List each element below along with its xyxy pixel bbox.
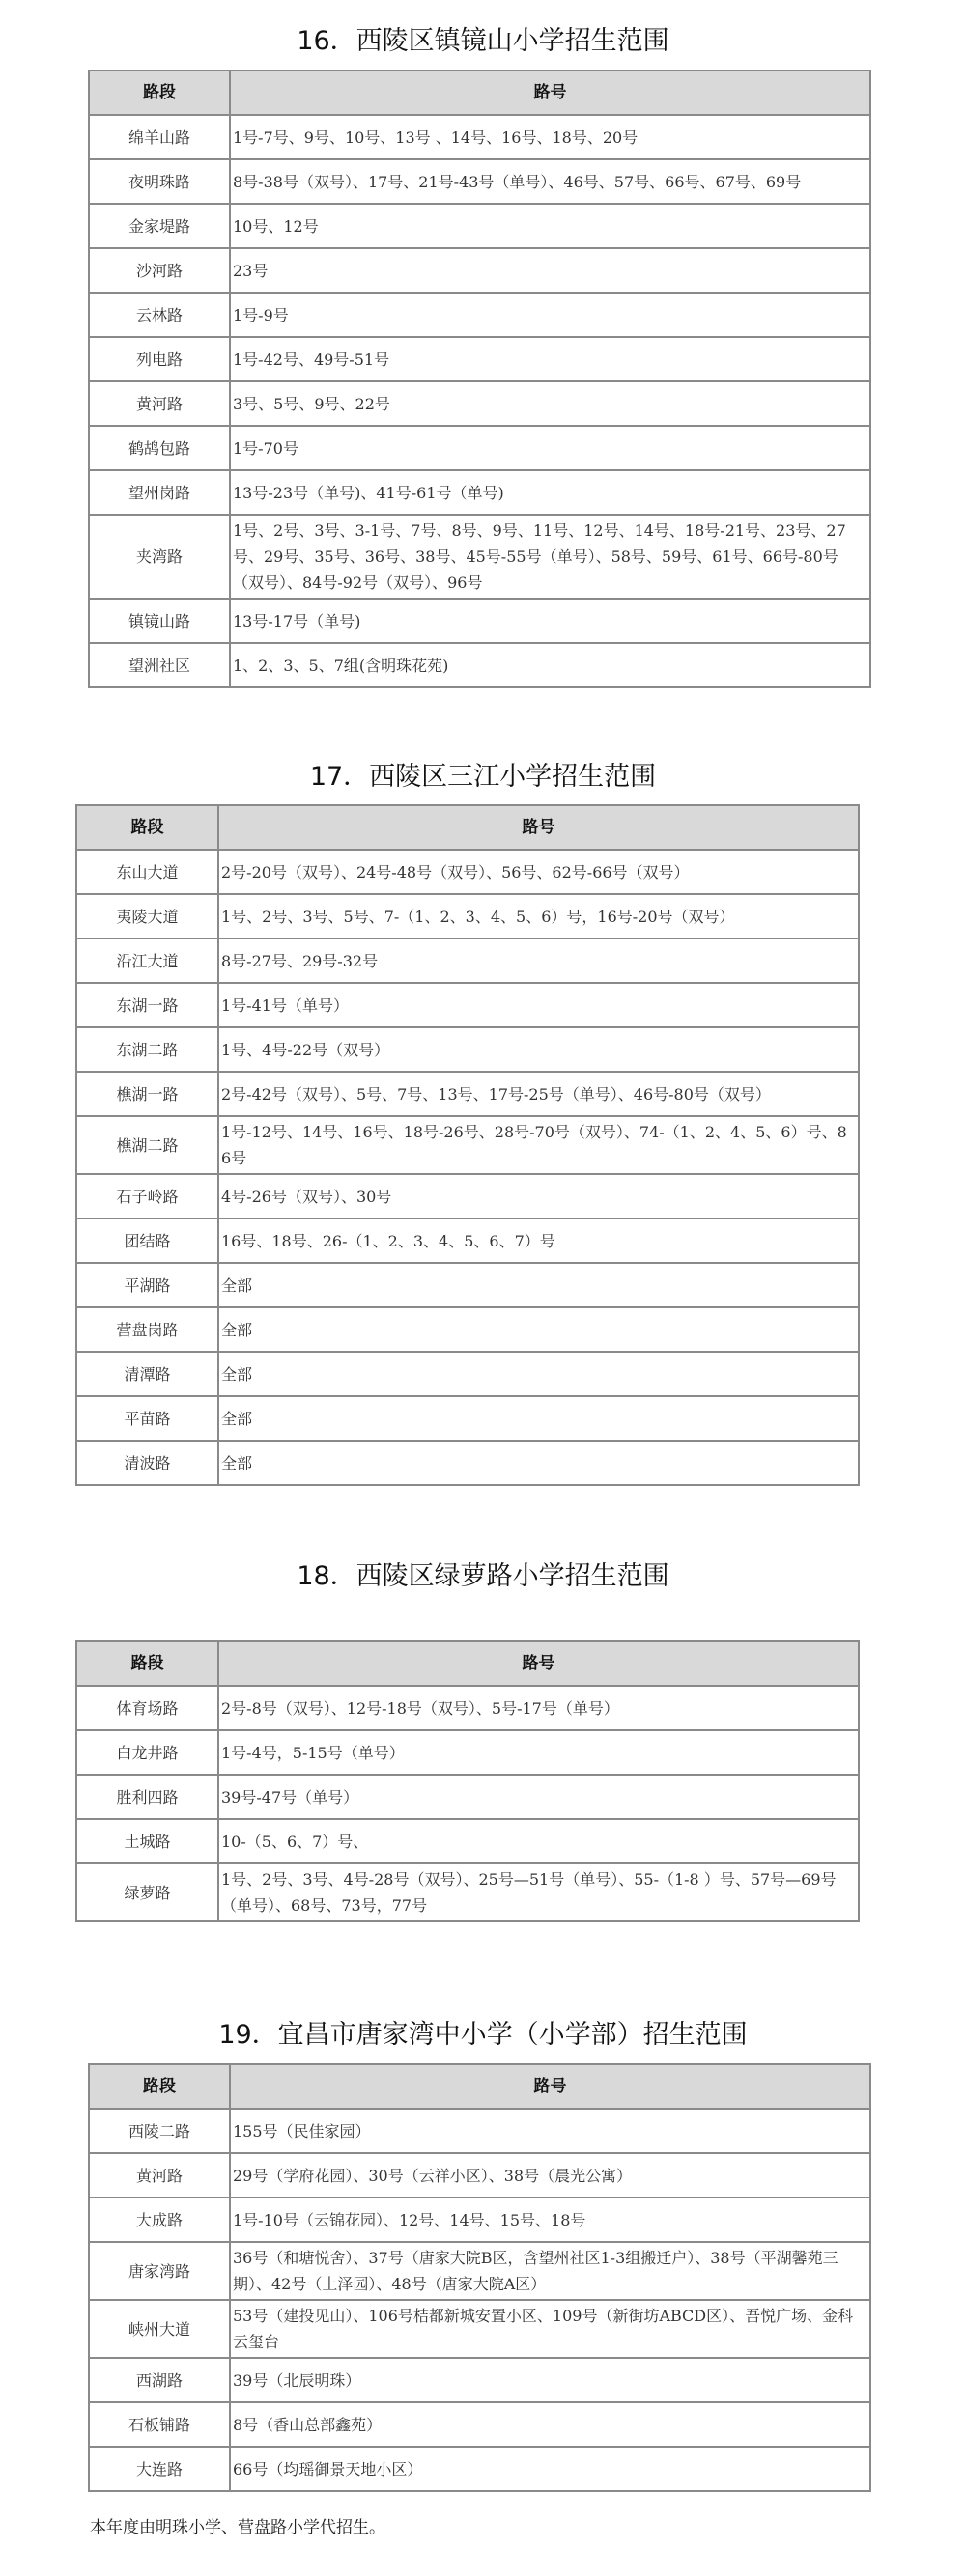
table-row xyxy=(76,1116,859,1174)
house-numbers-cell: 1号、2号、3号、4号-28号（双号）、25号—51号（单号）、55-（1-8 ）号、57号—69号（单号）、68号、73号，77号 xyxy=(218,1863,859,1921)
house-numbers-cell: 1号-7号、9号、10号、13号 、14号、16号、18号、20号 xyxy=(230,115,870,159)
table-row xyxy=(76,1307,859,1352)
house-numbers-cell: 10-（5、6、7）号、 xyxy=(218,1819,859,1863)
column-header-road: 路段 xyxy=(89,70,230,115)
house-numbers-cell: 8号-27号、29号-32号 xyxy=(218,938,859,983)
table-row xyxy=(89,2109,870,2153)
house-numbers-cell: 8号-38号（双号）、17号、21号-43号（单号）、46号、57号、66号、67号、69号 xyxy=(230,159,870,204)
house-numbers-cell: 全部 xyxy=(218,1307,859,1352)
section-title-19: 19．宜昌市唐家湾中小学（小学部）招生范围 xyxy=(218,2020,748,2050)
road-name-cell: 清潭路 xyxy=(76,1352,218,1396)
house-numbers-cell: 1、2、3、5、7组(含明珠花苑) xyxy=(230,643,870,687)
table-row xyxy=(76,1863,859,1921)
column-header-numbers: 路号 xyxy=(230,70,870,115)
house-numbers-cell: 3号、5号、9号、22号 xyxy=(230,381,870,426)
table-row xyxy=(89,337,870,381)
road-name-cell: 夷陵大道 xyxy=(76,894,218,938)
road-name-cell: 鹤鸪包路 xyxy=(89,426,230,470)
house-numbers-cell: 53号（建投见山）、106号桔都新城安置小区、109号（新街坊ABCD区）、吾悦广场、金科云玺台 xyxy=(230,2300,870,2358)
house-numbers-cell: 155号（民佳家园） xyxy=(230,2109,870,2153)
road-name-cell: 云林路 xyxy=(89,293,230,337)
road-name-cell: 东山大道 xyxy=(76,850,218,894)
enrollment-table-16 xyxy=(88,70,871,688)
road-name-cell: 绿萝路 xyxy=(76,1863,218,1921)
road-name-cell: 黄河路 xyxy=(89,381,230,426)
table-row xyxy=(89,293,870,337)
table-row xyxy=(89,115,870,159)
road-name-cell: 樵湖一路 xyxy=(76,1072,218,1116)
house-numbers-cell: 1号-42号、49号-51号 xyxy=(230,337,870,381)
table-row xyxy=(89,2300,870,2358)
column-header-numbers: 路号 xyxy=(218,805,859,850)
road-name-cell: 夹湾路 xyxy=(89,515,230,599)
column-header-road: 路段 xyxy=(76,1641,218,1686)
enrollment-table-18 xyxy=(75,1640,860,1922)
road-name-cell: 东湖二路 xyxy=(76,1027,218,1072)
road-name-cell: 西湖路 xyxy=(89,2358,230,2402)
house-numbers-cell: 23号 xyxy=(230,248,870,293)
section-title-17: 17．西陵区三江小学招生范围 xyxy=(309,762,657,792)
house-numbers-cell: 1号-12号、14号、16号、18号-26号、28号-70号（双号）、74-（1、2、4、5、6）号、86号 xyxy=(218,1116,859,1174)
house-numbers-cell: 1号-41号（单号） xyxy=(218,983,859,1027)
house-numbers-cell: 全部 xyxy=(218,1352,859,1396)
house-numbers-cell: 4号-26号（双号）、30号 xyxy=(218,1174,859,1218)
road-name-cell: 樵湖二路 xyxy=(76,1116,218,1174)
road-name-cell: 东湖一路 xyxy=(76,983,218,1027)
table-row xyxy=(76,1819,859,1863)
road-name-cell: 望州岗路 xyxy=(89,470,230,515)
table-row xyxy=(89,381,870,426)
table-row xyxy=(76,983,859,1027)
house-numbers-cell: 1号-9号 xyxy=(230,293,870,337)
road-name-cell: 石子岭路 xyxy=(76,1174,218,1218)
table-row xyxy=(89,599,870,643)
enrollment-table-17 xyxy=(75,804,860,1486)
road-name-cell: 望洲社区 xyxy=(89,643,230,687)
table-row xyxy=(76,1686,859,1730)
table-row xyxy=(89,2358,870,2402)
column-header-numbers: 路号 xyxy=(218,1641,859,1686)
table-row xyxy=(89,204,870,248)
house-numbers-cell: 2号-42号（双号）、5号、7号、13号、17号-25号（单号）、46号-80号（双号） xyxy=(218,1072,859,1116)
house-numbers-cell: 2号-20号（双号）、24号-48号（双号）、56号、62号-66号（双号） xyxy=(218,850,859,894)
road-name-cell: 平湖路 xyxy=(76,1263,218,1307)
table-header-row xyxy=(89,70,870,115)
table-row xyxy=(76,850,859,894)
road-name-cell: 沿江大道 xyxy=(76,938,218,983)
house-numbers-cell: 1号-10号（云锦花园）、12号、14号、15号、18号 xyxy=(230,2198,870,2242)
house-numbers-cell: 39号（北辰明珠） xyxy=(230,2358,870,2402)
road-name-cell: 营盘岗路 xyxy=(76,1307,218,1352)
house-numbers-cell: 13号-17号（单号) xyxy=(230,599,870,643)
table-row xyxy=(76,1775,859,1819)
road-name-cell: 夜明珠路 xyxy=(89,159,230,204)
house-numbers-cell: 全部 xyxy=(218,1396,859,1441)
table-row xyxy=(89,248,870,293)
table-row xyxy=(76,894,859,938)
house-numbers-cell: 16号、18号、26-（1、2、3、4、5、6、7）号 xyxy=(218,1218,859,1263)
table-row xyxy=(76,1352,859,1396)
road-name-cell: 胜利四路 xyxy=(76,1775,218,1819)
road-name-cell: 唐家湾路 xyxy=(89,2242,230,2300)
house-numbers-cell: 全部 xyxy=(218,1441,859,1485)
table-row xyxy=(76,1027,859,1072)
house-numbers-cell: 39号-47号（单号） xyxy=(218,1775,859,1819)
road-name-cell: 大连路 xyxy=(89,2447,230,2491)
house-numbers-cell: 1号-70号 xyxy=(230,426,870,470)
house-numbers-cell: 2号-8号（双号）、12号-18号（双号）、5号-17号（单号） xyxy=(218,1686,859,1730)
table-row xyxy=(76,1174,859,1218)
enrollment-table-19 xyxy=(88,2063,871,2492)
table-row xyxy=(89,643,870,687)
house-numbers-cell: 全部 xyxy=(218,1263,859,1307)
road-name-cell: 平苗路 xyxy=(76,1396,218,1441)
house-numbers-cell: 13号-23号（单号)、41号-61号（单号) xyxy=(230,470,870,515)
road-name-cell: 峡州大道 xyxy=(89,2300,230,2358)
table-row xyxy=(89,2153,870,2198)
road-name-cell: 大成路 xyxy=(89,2198,230,2242)
table-row xyxy=(89,2402,870,2447)
table-row xyxy=(76,1730,859,1775)
house-numbers-cell: 36号（和塘悦舍）、37号（唐家大院B区，含望州社区1-3组搬迁户）、38号（平湖馨苑三期）、42号（上泽园）、48号（唐家大院A区） xyxy=(230,2242,870,2300)
table-row xyxy=(89,426,870,470)
table-row xyxy=(76,1218,859,1263)
table-header-row xyxy=(76,1641,859,1686)
house-numbers-cell: 1号、2号、3号、5号、7-（1、2、3、4、5、6）号，16号-20号（双号） xyxy=(218,894,859,938)
table-row xyxy=(76,1396,859,1441)
road-name-cell: 列电路 xyxy=(89,337,230,381)
road-name-cell: 白龙井路 xyxy=(76,1730,218,1775)
column-header-numbers: 路号 xyxy=(230,2064,870,2109)
table-row xyxy=(89,515,870,599)
table-row xyxy=(89,2198,870,2242)
road-name-cell: 清波路 xyxy=(76,1441,218,1485)
road-name-cell: 西陵二路 xyxy=(89,2109,230,2153)
road-name-cell: 绵羊山路 xyxy=(89,115,230,159)
road-name-cell: 黄河路 xyxy=(89,2153,230,2198)
table-row xyxy=(76,938,859,983)
house-numbers-cell: 66号（均瑶御景天地小区） xyxy=(230,2447,870,2491)
section-19-note: 本年度由明珠小学、营盘路小学代招生。 xyxy=(90,2518,385,2537)
section-title-18: 18．西陵区绿萝路小学招生范围 xyxy=(297,1561,669,1591)
road-name-cell: 石板铺路 xyxy=(89,2402,230,2447)
road-name-cell: 团结路 xyxy=(76,1218,218,1263)
house-numbers-cell: 1号-4号，5-15号（单号） xyxy=(218,1730,859,1775)
table-row xyxy=(89,2242,870,2300)
table-row xyxy=(89,2447,870,2491)
road-name-cell: 土城路 xyxy=(76,1819,218,1863)
table-header-row xyxy=(89,2064,870,2109)
road-name-cell: 镇镜山路 xyxy=(89,599,230,643)
house-numbers-cell: 29号（学府花园）、30号（云祥小区）、38号（晨光公寓） xyxy=(230,2153,870,2198)
column-header-road: 路段 xyxy=(76,805,218,850)
table-row xyxy=(76,1263,859,1307)
road-name-cell: 金家堤路 xyxy=(89,204,230,248)
section-title-16: 16．西陵区镇镜山小学招生范围 xyxy=(297,26,669,56)
road-name-cell: 沙河路 xyxy=(89,248,230,293)
road-name-cell: 体育场路 xyxy=(76,1686,218,1730)
house-numbers-cell: 1号、4号-22号（双号） xyxy=(218,1027,859,1072)
table-header-row xyxy=(76,805,859,850)
table-row xyxy=(76,1441,859,1485)
table-row xyxy=(89,470,870,515)
column-header-road: 路段 xyxy=(89,2064,230,2109)
house-numbers-cell: 8号（香山总部鑫苑） xyxy=(230,2402,870,2447)
house-numbers-cell: 1号、2号、3号、3-1号、7号、8号、9号、11号、12号、14号、18号-21号、23号、27号、29号、35号、36号、38号、45号-55号（单号）、58号、59号、61号、66号-80号（双号）、84号-92号（双号）、96号 xyxy=(230,515,870,599)
table-row xyxy=(76,1072,859,1116)
table-row xyxy=(89,159,870,204)
house-numbers-cell: 10号、12号 xyxy=(230,204,870,248)
